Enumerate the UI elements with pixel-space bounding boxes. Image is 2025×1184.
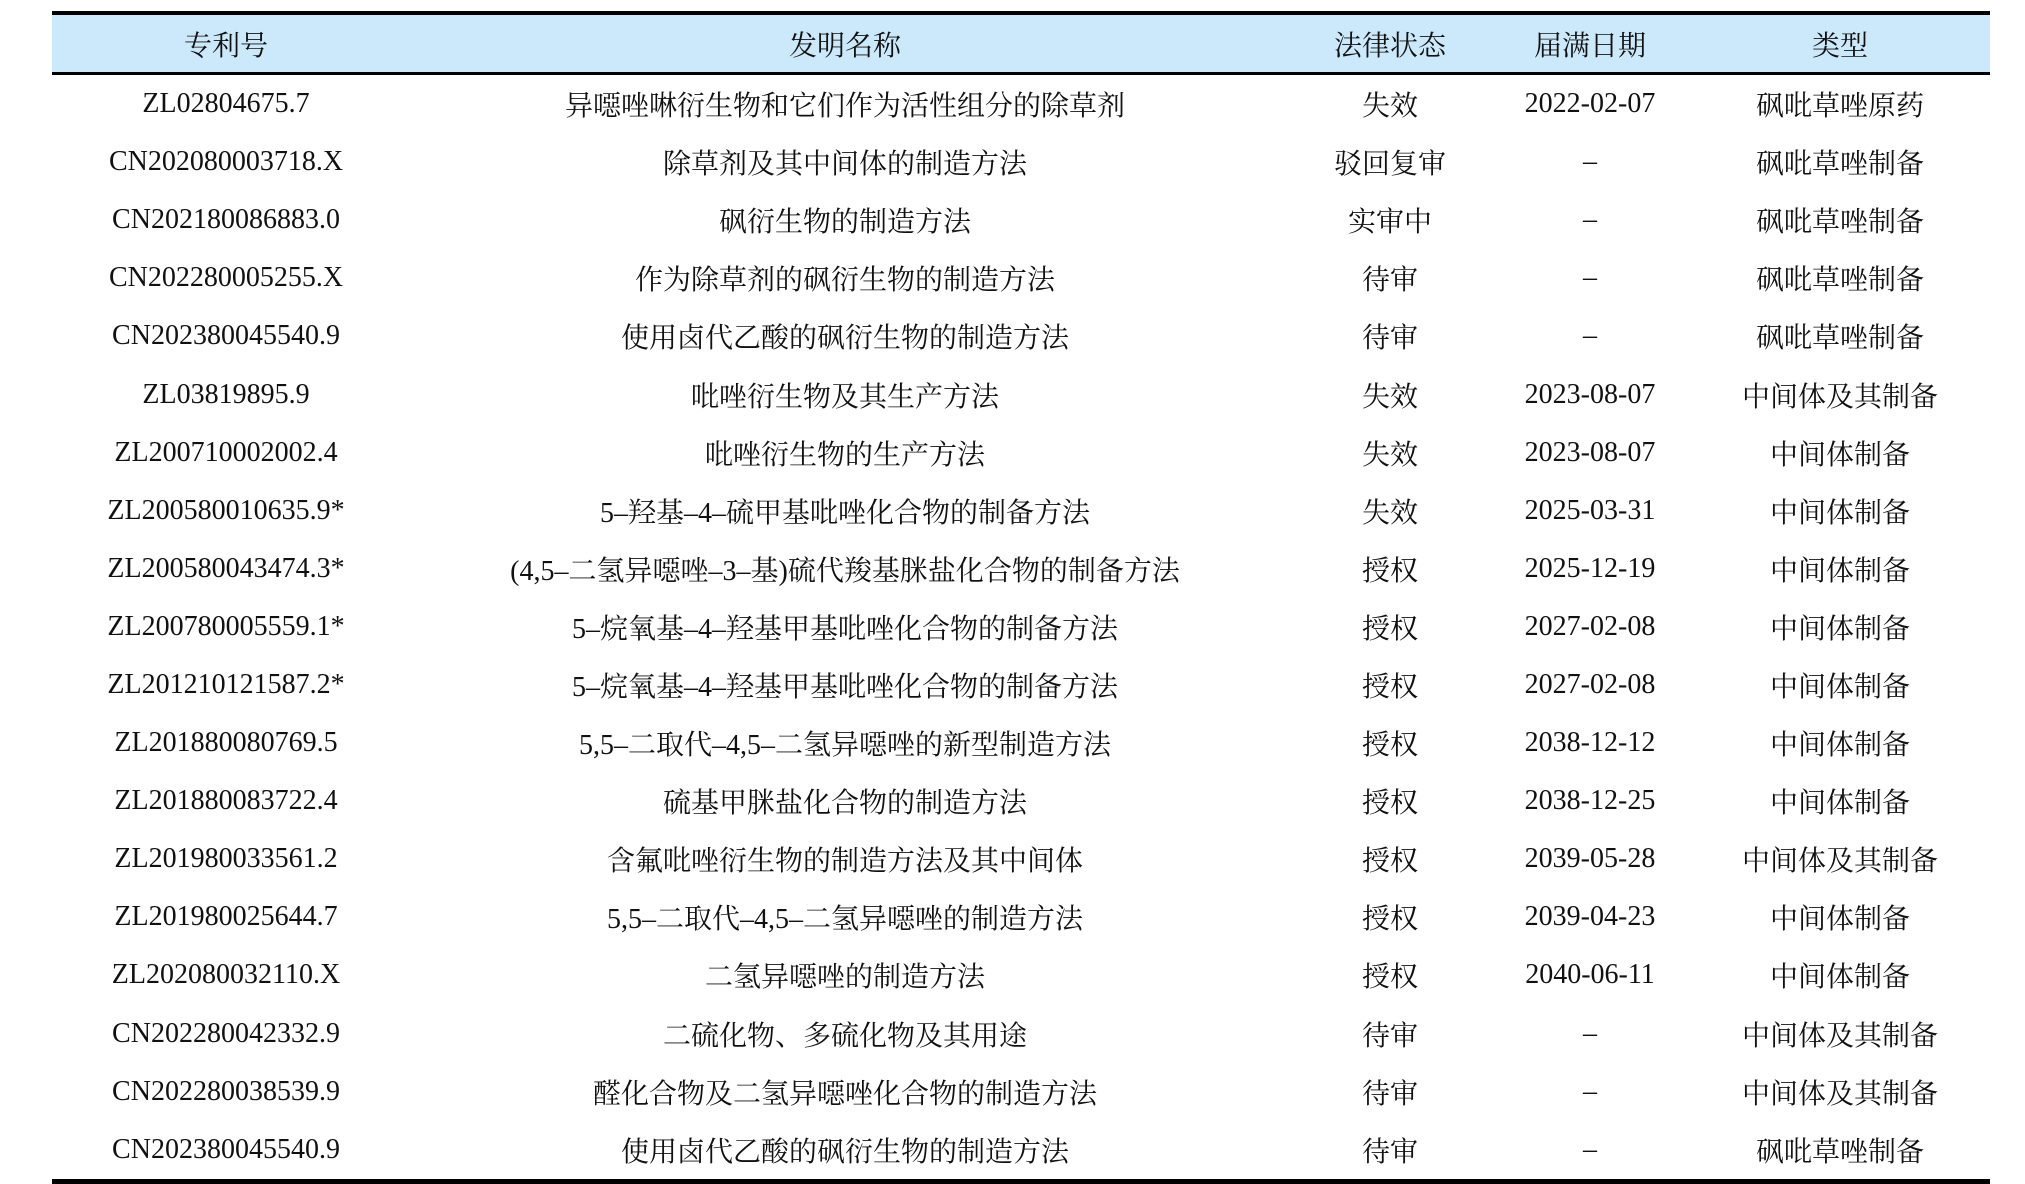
- cell-type: 中间体及其制备: [1741, 381, 1938, 413]
- cell-invention-title: 醛化合物及二氢异噁唑化合物的制造方法: [592, 1078, 1097, 1110]
- cell-patent-number: CN202380045540.9: [112, 1133, 340, 1165]
- header-patent-number: 专利号: [183, 30, 268, 62]
- cell-expiry-date: –: [1583, 146, 1597, 178]
- table-row: [52, 656, 1990, 714]
- cell-expiry-date: 2039-04-23: [1524, 901, 1656, 933]
- table-row: [52, 1005, 1990, 1063]
- cell-type: 中间体制备: [1769, 730, 1910, 762]
- cell-legal-status: 授权: [1361, 730, 1418, 762]
- cell-legal-status: 待审: [1361, 1136, 1418, 1168]
- cell-invention-title: 异噁唑啉衍生物和它们作为活性组分的除草剂: [564, 91, 1125, 123]
- table-row: [52, 424, 1990, 482]
- cell-patent-number: ZL200580010635.9*: [107, 494, 345, 526]
- cell-invention-title: 含氟吡唑衍生物的制造方法及其中间体: [606, 846, 1083, 878]
- table-row: [52, 249, 1990, 307]
- cell-invention-title: 作为除草剂的砜衍生物的制造方法: [634, 265, 1055, 297]
- cell-type: 中间体及其制备: [1741, 1078, 1938, 1110]
- cell-invention-title: 5,5–二取代–4,5–二氢异噁唑的制造方法: [606, 904, 1083, 936]
- cell-legal-status: 授权: [1361, 962, 1418, 994]
- table-row: [52, 1121, 1990, 1182]
- cell-legal-status: 待审: [1361, 1020, 1418, 1052]
- cell-legal-status: 失效: [1361, 91, 1418, 123]
- cell-legal-status: 失效: [1361, 439, 1418, 471]
- cell-expiry-date: –: [1583, 262, 1597, 294]
- cell-expiry-date: 2027-02-08: [1524, 610, 1656, 642]
- header-expiry-date: 届满日期: [1533, 30, 1646, 62]
- table-row: [52, 365, 1990, 423]
- cell-invention-title: 吡唑衍生物及其生产方法: [690, 381, 999, 413]
- table-row: [52, 946, 1990, 1004]
- cell-expiry-date: 2023-08-07: [1524, 378, 1656, 410]
- cell-invention-title: 二氢异噁唑的制造方法: [704, 962, 985, 994]
- cell-type: 砜吡草唑原药: [1755, 91, 1924, 123]
- table-row: [52, 830, 1990, 888]
- cell-legal-status: 驳回复审: [1333, 149, 1446, 181]
- cell-patent-number: ZL201880080769.5: [114, 727, 338, 759]
- cell-patent-number: ZL200580043474.3*: [107, 552, 345, 584]
- cell-patent-number: CN202180086883.0: [112, 204, 340, 236]
- cell-patent-number: ZL201980033561.2: [114, 843, 338, 875]
- cell-patent-number: ZL201880083722.4: [114, 785, 338, 817]
- cell-type: 中间体制备: [1769, 671, 1910, 703]
- cell-legal-status: 失效: [1361, 497, 1418, 529]
- cell-type: 砜吡草唑制备: [1755, 1136, 1924, 1168]
- table-body: [52, 74, 1990, 1182]
- cell-invention-title: 吡唑衍生物的生产方法: [704, 439, 985, 471]
- cell-legal-status: 授权: [1361, 555, 1418, 587]
- cell-invention-title: 使用卤代乙酸的砜衍生物的制造方法: [620, 323, 1069, 355]
- cell-patent-number: ZL202080032110.X: [111, 959, 341, 991]
- cell-invention-title: 5,5–二取代–4,5–二氢异噁唑的新型制造方法: [578, 730, 1111, 762]
- cell-patent-number: CN202280042332.9: [112, 1017, 340, 1049]
- header-row: [52, 13, 1990, 74]
- cell-type: 砜吡草唑制备: [1755, 149, 1924, 181]
- table-row: [52, 540, 1990, 598]
- cell-type: 中间体制备: [1769, 555, 1910, 587]
- cell-legal-status: 授权: [1361, 788, 1418, 820]
- table-header: [52, 13, 1990, 74]
- cell-expiry-date: 2025-03-31: [1524, 494, 1656, 526]
- cell-expiry-date: 2038-12-25: [1524, 785, 1656, 817]
- cell-expiry-date: –: [1583, 1075, 1597, 1107]
- table-row: [52, 191, 1990, 249]
- cell-patent-number: ZL201980025644.7: [114, 901, 338, 933]
- table-row: [52, 714, 1990, 772]
- cell-type: 砜吡草唑制备: [1755, 323, 1924, 355]
- cell-legal-status: 授权: [1361, 846, 1418, 878]
- cell-patent-number: CN202280038539.9: [112, 1075, 340, 1107]
- table-row: [52, 888, 1990, 946]
- cell-invention-title: 除草剂及其中间体的制造方法: [662, 149, 1027, 181]
- table-row: [52, 74, 1990, 134]
- cell-patent-number: ZL02804675.7: [142, 88, 310, 120]
- patent-table: [52, 11, 1990, 1184]
- cell-patent-number: ZL200780005559.1*: [107, 610, 345, 642]
- cell-type: 砜吡草唑制备: [1755, 265, 1924, 297]
- cell-legal-status: 待审: [1361, 323, 1418, 355]
- cell-expiry-date: 2040-06-11: [1525, 959, 1655, 991]
- cell-expiry-date: –: [1583, 1017, 1597, 1049]
- cell-invention-title: 二硫化物、多硫化物及其用途: [662, 1020, 1027, 1052]
- cell-expiry-date: 2027-02-08: [1524, 668, 1656, 700]
- cell-expiry-date: 2025-12-19: [1524, 552, 1656, 584]
- table-row: [52, 482, 1990, 540]
- cell-invention-title: 使用卤代乙酸的砜衍生物的制造方法: [620, 1136, 1069, 1168]
- cell-invention-title: 5–羟基–4–硫甲基吡唑化合物的制备方法: [599, 497, 1090, 529]
- cell-invention-title: (4,5–二氢异噁唑–3–基)硫代羧基脒盐化合物的制备方法: [510, 555, 1180, 587]
- cell-patent-number: ZL201210121587.2*: [107, 668, 345, 700]
- cell-expiry-date: –: [1583, 204, 1597, 236]
- cell-expiry-date: 2038-12-12: [1524, 727, 1656, 759]
- cell-patent-number: CN202280005255.X: [108, 262, 344, 294]
- cell-invention-title: 硫基甲脒盐化合物的制造方法: [662, 788, 1027, 820]
- header-invention-title: 发明名称: [788, 30, 901, 62]
- header-legal-status: 法律状态: [1333, 30, 1446, 62]
- cell-patent-number: CN202080003718.X: [108, 146, 344, 178]
- cell-invention-title: 5–烷氧基–4–羟基甲基吡唑化合物的制备方法: [571, 671, 1118, 703]
- table-row: [52, 598, 1990, 656]
- header-type: 类型: [1811, 30, 1868, 62]
- cell-patent-number: ZL200710002002.4: [114, 436, 338, 468]
- cell-legal-status: 待审: [1361, 1078, 1418, 1110]
- cell-expiry-date: 2023-08-07: [1524, 436, 1656, 468]
- table-row: [52, 133, 1990, 191]
- table-row: [52, 307, 1990, 365]
- table-row: [52, 772, 1990, 830]
- cell-type: 中间体制备: [1769, 497, 1910, 529]
- cell-legal-status: 待审: [1361, 265, 1418, 297]
- cell-expiry-date: 2022-02-07: [1524, 88, 1656, 120]
- cell-legal-status: 授权: [1361, 613, 1418, 645]
- cell-expiry-date: 2039-05-28: [1524, 843, 1656, 875]
- cell-legal-status: 授权: [1361, 904, 1418, 936]
- cell-type: 中间体制备: [1769, 788, 1910, 820]
- cell-invention-title: 砜衍生物的制造方法: [718, 207, 971, 239]
- cell-expiry-date: –: [1583, 320, 1597, 352]
- cell-expiry-date: –: [1583, 1133, 1597, 1165]
- table-row: [52, 1063, 1990, 1121]
- cell-type: 中间体及其制备: [1741, 846, 1938, 878]
- cell-legal-status: 实审中: [1347, 207, 1432, 239]
- cell-patent-number: ZL03819895.9: [142, 378, 310, 410]
- cell-legal-status: 授权: [1361, 671, 1418, 703]
- cell-type: 中间体制备: [1769, 962, 1910, 994]
- cell-invention-title: 5–烷氧基–4–羟基甲基吡唑化合物的制备方法: [571, 613, 1118, 645]
- cell-legal-status: 失效: [1361, 381, 1418, 413]
- cell-type: 中间体制备: [1769, 904, 1910, 936]
- cell-type: 中间体制备: [1769, 613, 1910, 645]
- cell-type: 中间体制备: [1769, 439, 1910, 471]
- cell-type: 砜吡草唑制备: [1755, 207, 1924, 239]
- cell-type: 中间体及其制备: [1741, 1020, 1938, 1052]
- cell-patent-number: CN202380045540.9: [112, 320, 340, 352]
